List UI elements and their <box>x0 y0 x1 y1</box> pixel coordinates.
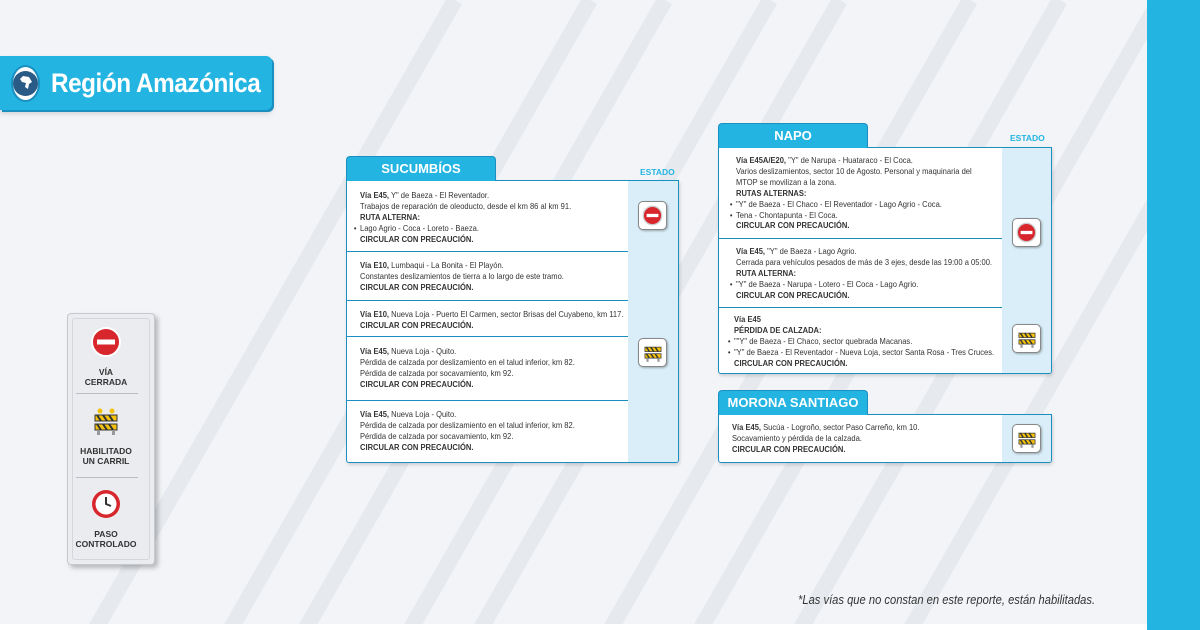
legend-label: PASO CONTROLADO <box>75 529 137 549</box>
table-row: Vía E45, Sucúa - Logroño, sector Paso Carreño, km 10. Socavamiento y pérdida de la calzada. CIRCULAR CON PRECAUCIÓN. <box>732 422 920 454</box>
status-legend <box>67 313 155 565</box>
section-tab-napo: NAPO <box>718 123 868 148</box>
estado-label: ESTADO <box>640 167 675 177</box>
table-row: Vía E10, Nueva Loja - Puerto El Carmen, sector Brisas del Cuyabeno, km 117. CIRCULAR CON PRECAUCIÓN. <box>347 301 628 337</box>
section-tab-morona-santiago: MORONA SANTIAGO <box>718 390 868 415</box>
estado-label: ESTADO <box>1010 133 1045 143</box>
sucumbios-panel <box>346 180 679 463</box>
legend-item-closed <box>68 326 144 387</box>
clock-icon <box>90 488 122 520</box>
region-map-icon <box>13 67 38 100</box>
via-code: Vía E45, <box>360 190 390 200</box>
morona-panel <box>718 414 1052 463</box>
no-entry-icon <box>1012 218 1041 247</box>
napo-panel <box>718 147 1052 374</box>
no-entry-icon <box>638 201 667 230</box>
table-row: Vía E45, Nueva Loja - Quito. Pérdida de calzada por deslizamiento en el talud inferior, km 82. Pérdida de calzada por socavamiento, km 92. CIRCULAR CON PRECAUCIÓN. <box>347 337 628 401</box>
right-accent-bar <box>1147 0 1200 630</box>
barricade-icon <box>1012 424 1041 453</box>
table-row: Vía E45, Y" de Baeza - El Reventador. Trabajos de reparación de oleoducto, desde el km 86 al km 91. RUTA ALTERNA: • Lago Agrio - Coca - Loreto - Baeza. CIRCULAR CON PRECAUCIÓN. <box>347 181 628 252</box>
barricade-icon <box>638 338 667 367</box>
legend-item-one-lane <box>68 407 144 466</box>
table-row: Vía E10, Lumbaqui - La Bonita - El Playón. Constantes deslizamientos de tierra a lo largo de este tramo. CIRCULAR CON PRECAUCIÓN. <box>347 252 628 301</box>
table-row: Vía E45A/E20, "Y" de Narupa - Huataraco - El Coca. Varios deslizamientos, sector 10 de Agosto. Personal y maquinaria del MTOP se movilizan a la zona. RUTAS ALTERNAS: • "Y" de Baeza - El Chaco - El Reventador - Lago Agrio - Coca. • Tena - Chontapunta - El Coca. CIRCULAR CON PRECAUCIÓN. <box>719 148 1002 239</box>
footer-strip <box>0 624 1147 630</box>
barricade-icon <box>91 407 121 437</box>
table-row: Vía E45 PÉRDIDA DE CALZADA: • ""Y" de Baeza - El Chaco, sector quebrada Macanas. • "Y" de Baeza - El Reventador - Nueva Loja, sector Santa Rosa - Tres Cruces. CIRCULAR CON PRECAUCIÓN. <box>719 308 1002 373</box>
footnote: *Las vías que no constan en este reporte, están habilitadas. <box>798 592 1096 607</box>
barricade-icon <box>1012 324 1041 353</box>
table-row: Vía E45, "Y" de Baeza - Lago Agrio. Cerrada para vehículos pesados de más de 3 ejes, desde las 19:00 a 05:00. RUTA ALTERNA: • "Y" de Baeza - Narupa - Lotero - El Coca - Lago Agrio. CIRCULAR CON PRECAUCIÓN. <box>719 239 1002 308</box>
region-title: Región Amazónica <box>51 67 261 98</box>
legend-label: HABILITADO UN CARRIL <box>80 446 132 466</box>
legend-item-controlled <box>68 488 144 549</box>
legend-label: VÍA CERRADA <box>84 367 128 387</box>
table-row: Vía E45, Nueva Loja - Quito. Pérdida de calzada por deslizamiento en el talud inferior, km 82. Pérdida de calzada por socavamiento, km 92. CIRCULAR CON PRECAUCIÓN. <box>360 409 575 452</box>
no-entry-icon <box>90 326 122 358</box>
region-header <box>0 56 272 110</box>
section-tab-sucumbios: SUCUMBÍOS <box>346 156 496 181</box>
